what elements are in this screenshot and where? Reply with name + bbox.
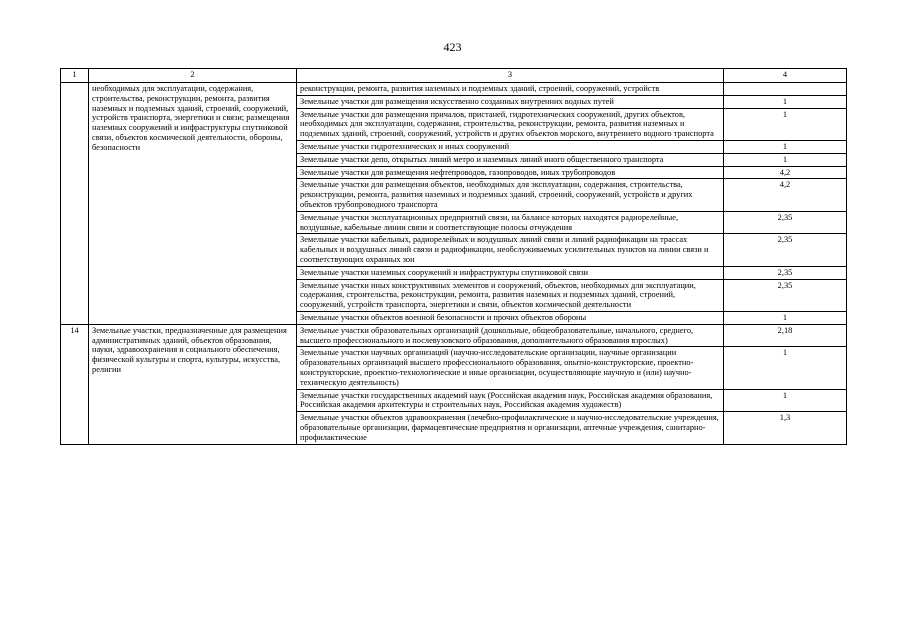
coefficient-value: 2,35: [724, 266, 847, 279]
coefficient-value: 1: [724, 311, 847, 324]
coefficient-value: 2,35: [724, 211, 847, 234]
coefficient-value: 2,18: [724, 324, 847, 347]
coefficient-value: 1: [724, 140, 847, 153]
header-col-2: 2: [89, 69, 297, 83]
land-plot-description: Земельные участки эксплуатационных предприятий связи, на балансе которых находятся радиорелейные, воздушные, кабельные линии связи и соответствующие полосы отчуждения: [297, 211, 724, 234]
row-number-cell: [61, 83, 89, 325]
land-plot-description: Земельные участки для размещения причалов, пристаней, гидротехнических сооружений, других объектов, необходимых для эксплуатации, содержания, строительства, реконструкции, ремонта, развития наземных и подземных зданий, строений, сооружений, устройств и других объектов морского, внутреннего водного транспорта: [297, 108, 724, 140]
row-number-cell: 14: [61, 324, 89, 444]
coefficient-value: 1,3: [724, 412, 847, 444]
land-plot-description: Земельные участки объектов военной безопасности и прочих объектов обороны: [297, 311, 724, 324]
coefficient-value: 1: [724, 153, 847, 166]
land-plot-description: Земельные участки гидротехнических и иных сооружений: [297, 140, 724, 153]
header-col-3: 3: [297, 69, 724, 83]
coefficient-value: 4,2: [724, 166, 847, 179]
land-plot-description: Земельные участки депо, открытых линий метро и наземных линий иного общественного транспорта: [297, 153, 724, 166]
page-number: 423: [443, 40, 462, 54]
group-description: Земельные участки, предназначенные для размещения административных зданий, объектов образования, науки, здравоохранения и социального обеспечения, физической культуры и спорта, культуры, искусства, религии: [89, 324, 297, 444]
land-plot-description: Земельные участки иных конструктивных элементов и сооружений, объектов, необходимых для эксплуатации, содержания, строительства, реконструкции, ремонта, развития наземных и подземных зданий, строений, сооружений, устройств транспорта, энергетики и связи, объектов космической деятельности: [297, 279, 724, 311]
coefficients-table: [60, 68, 847, 445]
header-col-1: 1: [61, 69, 89, 83]
land-plot-description: Земельные участки для размещения нефтепроводов, газопроводов, иных трубопроводов: [297, 166, 724, 179]
land-plot-description: Земельные участки для размещения искусственно созданных внутренних водных путей: [297, 95, 724, 108]
land-plot-description: Земельные участки образовательных организаций (дошкольные, общеобразовательные, начального, среднего, высшего профессионального и послевузовского образования, дополнительного образования взрослых): [297, 324, 724, 347]
coefficient-value: 2,35: [724, 279, 847, 311]
land-plot-description: реконструкции, ремонта, развития наземных и подземных зданий, строений, сооружений, устройств: [297, 83, 724, 96]
coefficient-value: 1: [724, 108, 847, 140]
coefficient-value: 1: [724, 389, 847, 412]
land-plot-description: Земельные участки научных организаций (научно-исследовательские организации, научные организации образовательных организаций высшего профессионального образования, опытно-конструкторские, проектно-конструкторские, проектно-технологические и иные организации, осуществляющие научную и (или) научно-техническую деятельность): [297, 347, 724, 389]
land-plot-description: Земельные участки наземных сооружений и инфраструктуры спутниковой связи: [297, 266, 724, 279]
land-plot-description: Земельные участки объектов здравоохранения (лечебно-профилактические и научно-исследовательские учреждения, образовательные организации, фармацевтические предприятия и организации, аптечные учреждения, санитарно-профилактические: [297, 412, 724, 444]
table-row: [61, 324, 847, 347]
coefficient-value: 2,35: [724, 234, 847, 266]
coefficient-value: 1: [724, 347, 847, 389]
land-plot-description: Земельные участки для размещения объектов, необходимых для эксплуатации, содержания, строительства, реконструкции, ремонта, развития наземных и подземных зданий, строений, сооружений, устройств и других объектов трубопроводного транспорта: [297, 179, 724, 211]
header-col-4: 4: [724, 69, 847, 83]
header-row: [61, 69, 847, 83]
group-description-continued: необходимых для эксплуатации, содержания, строительства, реконструкции, ремонта, развития наземных и подземных зданий, строений, сооружений, устройств транспорта, энергетики и связи; размещения наземных сооружений и инфраструктуры спутниковой связи, объектов космической деятельности, обороны, безопасности: [89, 83, 297, 325]
coefficient-value: 1: [724, 95, 847, 108]
land-plot-description: Земельные участки государственных академий наук (Российская академия наук, Российская академия образования, Российская академия архитектуры и строительных наук, Российская академия художеств): [297, 389, 724, 412]
coefficient-value: [724, 83, 847, 96]
land-plot-description: Земельные участки кабельных, радиорелейных и воздушных линий связи и линий радиофикации на трассах кабельных и воздушных линий связи и радиофикации, необслуживаемых усилительных пунктов на линии связи и соответствующих охранных зон: [297, 234, 724, 266]
table-row: [61, 83, 847, 96]
coefficient-value: 4,2: [724, 179, 847, 211]
